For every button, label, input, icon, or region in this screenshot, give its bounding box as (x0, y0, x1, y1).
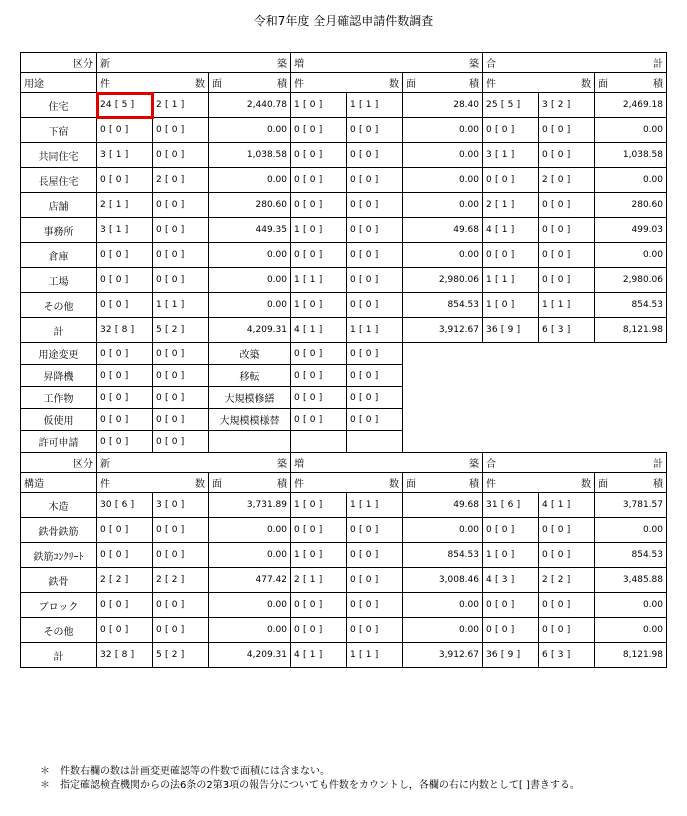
new-area: 0.00 (209, 118, 291, 143)
new-count-main: 32 [ 8 ] (97, 643, 153, 668)
total-area: 8,121.98 (595, 318, 667, 343)
row-label: 鉄骨鉄筋 (21, 518, 97, 543)
row-label: 事務所 (21, 218, 97, 243)
total-count-change: 0 [ 0 ] (539, 193, 595, 218)
total-count-change: 6 [ 3 ] (539, 318, 595, 343)
header-new-build-left: 新 (100, 59, 110, 70)
total-area: 499.03 (595, 218, 667, 243)
total-count-main: 1 [ 0 ] (483, 293, 539, 318)
ext-count-change: 0 [ 0 ] (347, 168, 403, 193)
highlighted-cell: 24 [ 5 ] (97, 93, 153, 118)
total-area: 854.53 (595, 293, 667, 318)
survey-table (20, 52, 667, 668)
count-main: 0 [ 0 ] (97, 365, 153, 387)
new-area: 1,038.58 (209, 143, 291, 168)
footnote-1: ＊ 件数右欄の数は計画変更確認等の件数で面積には含まない。 (40, 766, 330, 777)
count-main: 0 [ 0 ] (97, 387, 153, 409)
header-new-build (97, 53, 291, 73)
page-title: 令和7年度 全月確認申請件数調査 (253, 14, 434, 28)
count-main: 0 [ 0 ] (97, 431, 153, 453)
total-area: 8,121.98 (595, 643, 667, 668)
total-count-main: 4 [ 3 ] (483, 568, 539, 593)
header-count (291, 73, 403, 93)
ext-count-main: 0 [ 0 ] (291, 618, 347, 643)
row-label: 店舗 (21, 193, 97, 218)
header-total (483, 453, 667, 473)
total-count-change: 1 [ 1 ] (539, 293, 595, 318)
blank-area (403, 431, 667, 453)
ext-count-main: 2 [ 1 ] (291, 568, 347, 593)
table-row (21, 93, 667, 118)
table-row (21, 243, 667, 268)
ext-count-change: 0 [ 0 ] (347, 268, 403, 293)
header-count-left: 件 (100, 479, 110, 490)
header-count-right: 数 (581, 479, 591, 490)
new-count-main: 2 [ 2 ] (97, 568, 153, 593)
new-area: 0.00 (209, 593, 291, 618)
new-count-main: 2 [ 1 ] (97, 193, 153, 218)
ext-count-main: 1 [ 0 ] (291, 493, 347, 518)
header-area (595, 73, 667, 93)
ext-count-main: 0 [ 0 ] (291, 118, 347, 143)
new-count-change: 0 [ 0 ] (153, 543, 209, 568)
total-count-main: 1 [ 0 ] (483, 543, 539, 568)
new-area: 0.00 (209, 543, 291, 568)
new-count-change: 0 [ 0 ] (153, 518, 209, 543)
total-count-change: 0 [ 0 ] (539, 218, 595, 243)
table-row (21, 387, 667, 409)
new-count-change: 2 [ 1 ] (153, 93, 209, 118)
total-count-change: 4 [ 1 ] (539, 493, 595, 518)
ext-area: 2,980.06 (403, 268, 483, 293)
header-area (403, 73, 483, 93)
header-count (97, 73, 209, 93)
ext-count-main: 1 [ 0 ] (291, 93, 347, 118)
new-area: 0.00 (209, 243, 291, 268)
row-label: 鉄骨 (21, 568, 97, 593)
header-extension-right: 築 (469, 459, 479, 470)
work-count-change: 0 [ 0 ] (347, 365, 403, 387)
header-total-right: 計 (653, 59, 663, 70)
work-count-main (291, 431, 347, 453)
total-count-main: 4 [ 1 ] (483, 218, 539, 243)
header-extension-left: 増 (294, 59, 304, 70)
header-kubun: 区分 (21, 53, 97, 73)
work-count-change: 0 [ 0 ] (347, 409, 403, 431)
new-count-change: 0 [ 0 ] (153, 243, 209, 268)
new-count-change: 0 [ 0 ] (153, 593, 209, 618)
ext-area: 854.53 (403, 543, 483, 568)
count-change: 0 [ 0 ] (153, 409, 209, 431)
header-area-left: 面 (212, 79, 222, 90)
blank-area (403, 409, 667, 431)
header-count (291, 473, 403, 493)
row-label: 工作物 (21, 387, 97, 409)
header-area-right: 積 (653, 479, 663, 490)
ext-count-change: 1 [ 1 ] (347, 493, 403, 518)
work-count-main: 0 [ 0 ] (291, 343, 347, 365)
row-label: 倉庫 (21, 243, 97, 268)
total-count-main: 0 [ 0 ] (483, 518, 539, 543)
row-label: 計 (21, 318, 97, 343)
table-row (21, 118, 667, 143)
new-count-main: 0 [ 0 ] (97, 293, 153, 318)
total-area: 3,485.88 (595, 568, 667, 593)
new-count-change: 1 [ 1 ] (153, 293, 209, 318)
count-main: 0 [ 0 ] (97, 343, 153, 365)
header-count-left: 件 (486, 79, 496, 90)
count-change: 0 [ 0 ] (153, 365, 209, 387)
total-count-change: 2 [ 2 ] (539, 568, 595, 593)
work-count-change (347, 431, 403, 453)
work-type-label: 大規模模様替 (209, 409, 291, 431)
work-count-main: 0 [ 0 ] (291, 365, 347, 387)
table-row (21, 343, 667, 365)
header-area-left: 面 (598, 79, 608, 90)
header-count-right: 数 (195, 479, 205, 490)
ext-count-change: 1 [ 1 ] (347, 643, 403, 668)
header-new-build-left: 新 (100, 459, 110, 470)
new-count-main: 0 [ 0 ] (97, 168, 153, 193)
header-area-right: 積 (469, 479, 479, 490)
total-count-change: 0 [ 0 ] (539, 518, 595, 543)
header-count (97, 473, 209, 493)
count-change: 0 [ 0 ] (153, 431, 209, 453)
table-row (21, 643, 667, 668)
ext-count-main: 0 [ 0 ] (291, 593, 347, 618)
ext-area: 28.40 (403, 93, 483, 118)
total-count-change: 0 [ 0 ] (539, 618, 595, 643)
header-area-left: 面 (212, 479, 222, 490)
ext-count-change: 0 [ 0 ] (347, 143, 403, 168)
footnotes (40, 765, 580, 793)
header-new-build (97, 453, 291, 473)
ext-area: 0.00 (403, 143, 483, 168)
header-extension (291, 453, 483, 473)
ext-area: 0.00 (403, 168, 483, 193)
total-count-main: 0 [ 0 ] (483, 168, 539, 193)
header-extension (291, 53, 483, 73)
total-area: 0.00 (595, 593, 667, 618)
ext-count-change: 0 [ 0 ] (347, 193, 403, 218)
work-count-main: 0 [ 0 ] (291, 387, 347, 409)
row-label: 許可申請 (21, 431, 97, 453)
ext-count-change: 0 [ 0 ] (347, 618, 403, 643)
total-count-change: 0 [ 0 ] (539, 118, 595, 143)
total-count-main: 36 [ 9 ] (483, 318, 539, 343)
table-row (21, 193, 667, 218)
header-area (403, 473, 483, 493)
header-total (483, 53, 667, 73)
row-label: 計 (21, 643, 97, 668)
header-total-right: 計 (653, 459, 663, 470)
total-count-main: 0 [ 0 ] (483, 618, 539, 643)
ext-count-change: 0 [ 0 ] (347, 243, 403, 268)
count-main: 0 [ 0 ] (97, 409, 153, 431)
new-count-change: 0 [ 0 ] (153, 218, 209, 243)
ext-count-main: 0 [ 0 ] (291, 168, 347, 193)
total-area: 0.00 (595, 118, 667, 143)
header-extension-left: 増 (294, 459, 304, 470)
table-row (21, 268, 667, 293)
header-youto: 用途 (21, 73, 97, 93)
row-label: 鉄筋ｺﾝｸﾘｰﾄ (21, 543, 97, 568)
header-count-right: 数 (195, 79, 205, 90)
new-count-main: 30 [ 6 ] (97, 493, 153, 518)
table-row (21, 293, 667, 318)
new-count-main: 0 [ 0 ] (97, 518, 153, 543)
total-count-main: 0 [ 0 ] (483, 593, 539, 618)
new-count-main: 0 [ 0 ] (97, 118, 153, 143)
header-area-left: 面 (598, 479, 608, 490)
new-area: 2,440.78 (209, 93, 291, 118)
total-count-change: 0 [ 0 ] (539, 593, 595, 618)
table-row (21, 593, 667, 618)
new-area: 4,209.31 (209, 318, 291, 343)
header-area-right: 積 (277, 79, 287, 90)
ext-count-main: 1 [ 0 ] (291, 543, 347, 568)
header-area-left: 面 (406, 479, 416, 490)
table-row (21, 218, 667, 243)
blank-area (403, 365, 667, 387)
work-count-change: 0 [ 0 ] (347, 387, 403, 409)
ext-count-main: 1 [ 0 ] (291, 293, 347, 318)
ext-count-main: 1 [ 0 ] (291, 218, 347, 243)
table-row (21, 143, 667, 168)
ext-area: 3,912.67 (403, 643, 483, 668)
new-count-main: 0 [ 0 ] (97, 268, 153, 293)
total-area: 0.00 (595, 243, 667, 268)
total-area: 854.53 (595, 543, 667, 568)
row-label: 用途変更 (21, 343, 97, 365)
blank-area (403, 343, 667, 365)
new-count-change: 2 [ 2 ] (153, 568, 209, 593)
total-area: 0.00 (595, 518, 667, 543)
work-type-label: 移転 (209, 365, 291, 387)
header-count-right: 数 (389, 79, 399, 90)
new-count-change: 0 [ 0 ] (153, 618, 209, 643)
header-count (483, 473, 595, 493)
total-count-main: 31 [ 6 ] (483, 493, 539, 518)
table-row (21, 318, 667, 343)
ext-area: 49.68 (403, 218, 483, 243)
work-type-label: 大規模修繕 (209, 387, 291, 409)
header-count-right: 数 (389, 479, 399, 490)
new-area: 3,731.89 (209, 493, 291, 518)
ext-count-change: 1 [ 1 ] (347, 93, 403, 118)
new-count-main: 0 [ 0 ] (97, 543, 153, 568)
header-new-build-right: 築 (277, 459, 287, 470)
new-count-change: 0 [ 0 ] (153, 118, 209, 143)
new-area: 0.00 (209, 293, 291, 318)
row-label: 住宅 (21, 93, 97, 118)
new-count-change: 0 [ 0 ] (153, 268, 209, 293)
row-label: 昇降機 (21, 365, 97, 387)
ext-count-main: 0 [ 0 ] (291, 143, 347, 168)
footnote-2: ＊ 指定確認検査機関からの法6条の2第3項の報告分についても件数をカウントし，各欄の右に内数として[ ]書きする。 (40, 780, 580, 791)
table-row (21, 518, 667, 543)
ext-area: 0.00 (403, 243, 483, 268)
table-row (21, 568, 667, 593)
count-change: 0 [ 0 ] (153, 343, 209, 365)
total-count-main: 3 [ 1 ] (483, 143, 539, 168)
header-count-left: 件 (100, 79, 110, 90)
header-area-right: 積 (469, 79, 479, 90)
total-count-main: 0 [ 0 ] (483, 243, 539, 268)
header-kouzou: 構造 (21, 473, 97, 493)
header-total-left: 合 (486, 459, 496, 470)
new-count-main: 0 [ 0 ] (97, 243, 153, 268)
header-total-left: 合 (486, 59, 496, 70)
ext-count-main: 0 [ 0 ] (291, 518, 347, 543)
total-count-main: 1 [ 1 ] (483, 268, 539, 293)
new-area: 0.00 (209, 168, 291, 193)
new-count-main: 0 [ 0 ] (97, 593, 153, 618)
ext-count-main: 1 [ 1 ] (291, 268, 347, 293)
new-count-main: 3 [ 1 ] (97, 218, 153, 243)
total-area: 280.60 (595, 193, 667, 218)
header-extension-right: 築 (469, 59, 479, 70)
table-row (21, 409, 667, 431)
work-type-label (209, 431, 291, 453)
ext-count-change: 1 [ 1 ] (347, 318, 403, 343)
header-area-left: 面 (406, 79, 416, 90)
new-area: 4,209.31 (209, 643, 291, 668)
header-count-right: 数 (581, 79, 591, 90)
header-count-left: 件 (294, 79, 304, 90)
header-area (209, 473, 291, 493)
total-count-main: 25 [ 5 ] (483, 93, 539, 118)
total-count-change: 0 [ 0 ] (539, 143, 595, 168)
total-area: 2,980.06 (595, 268, 667, 293)
ext-area: 3,008.46 (403, 568, 483, 593)
row-label: その他 (21, 293, 97, 318)
total-count-change: 0 [ 0 ] (539, 243, 595, 268)
total-area: 0.00 (595, 168, 667, 193)
row-label: その他 (21, 618, 97, 643)
header-area-right: 積 (653, 79, 663, 90)
ext-count-main: 4 [ 1 ] (291, 643, 347, 668)
header-area (595, 473, 667, 493)
new-count-change: 0 [ 0 ] (153, 193, 209, 218)
header-area-right: 積 (277, 479, 287, 490)
total-area: 0.00 (595, 618, 667, 643)
row-label: ブロック (21, 593, 97, 618)
ext-area: 49.68 (403, 493, 483, 518)
header-area (209, 73, 291, 93)
row-label: 下宿 (21, 118, 97, 143)
ext-count-change: 0 [ 0 ] (347, 518, 403, 543)
new-count-change: 3 [ 0 ] (153, 493, 209, 518)
table-row (21, 543, 667, 568)
table-row (21, 431, 667, 453)
new-count-change: 0 [ 0 ] (153, 143, 209, 168)
ext-area: 0.00 (403, 118, 483, 143)
total-count-main: 2 [ 1 ] (483, 193, 539, 218)
total-area: 2,469.18 (595, 93, 667, 118)
table-row (21, 365, 667, 387)
work-type-label: 改築 (209, 343, 291, 365)
total-count-main: 0 [ 0 ] (483, 118, 539, 143)
ext-area: 0.00 (403, 593, 483, 618)
blank-area (403, 387, 667, 409)
new-count-change: 2 [ 0 ] (153, 168, 209, 193)
row-label: 長屋住宅 (21, 168, 97, 193)
new-area: 0.00 (209, 268, 291, 293)
ext-count-change: 0 [ 0 ] (347, 293, 403, 318)
table-row (21, 618, 667, 643)
total-count-change: 0 [ 0 ] (539, 268, 595, 293)
header-kubun: 区分 (21, 453, 97, 473)
new-area: 449.35 (209, 218, 291, 243)
ext-count-main: 0 [ 0 ] (291, 193, 347, 218)
ext-count-change: 0 [ 0 ] (347, 593, 403, 618)
new-area: 0.00 (209, 518, 291, 543)
ext-count-change: 0 [ 0 ] (347, 218, 403, 243)
header-count (483, 73, 595, 93)
ext-area: 0.00 (403, 618, 483, 643)
ext-area: 3,912.67 (403, 318, 483, 343)
ext-count-main: 4 [ 1 ] (291, 318, 347, 343)
ext-count-main: 0 [ 0 ] (291, 243, 347, 268)
header-count-left: 件 (294, 479, 304, 490)
table-row (21, 493, 667, 518)
new-count-change: 5 [ 2 ] (153, 643, 209, 668)
work-count-main: 0 [ 0 ] (291, 409, 347, 431)
ext-count-change: 0 [ 0 ] (347, 568, 403, 593)
total-count-change: 6 [ 3 ] (539, 643, 595, 668)
total-count-change: 3 [ 2 ] (539, 93, 595, 118)
header-new-build-right: 築 (277, 59, 287, 70)
work-count-change: 0 [ 0 ] (347, 343, 403, 365)
ext-count-change: 0 [ 0 ] (347, 118, 403, 143)
ext-area: 0.00 (403, 518, 483, 543)
new-area: 0.00 (209, 618, 291, 643)
new-count-main: 32 [ 8 ] (97, 318, 153, 343)
row-label: 仮使用 (21, 409, 97, 431)
table-row (21, 168, 667, 193)
header-count-left: 件 (486, 479, 496, 490)
new-area: 280.60 (209, 193, 291, 218)
total-area: 1,038.58 (595, 143, 667, 168)
ext-area: 0.00 (403, 193, 483, 218)
total-count-change: 2 [ 0 ] (539, 168, 595, 193)
row-label: 木造 (21, 493, 97, 518)
total-area: 3,781.57 (595, 493, 667, 518)
new-count-main: 3 [ 1 ] (97, 143, 153, 168)
total-count-main: 36 [ 9 ] (483, 643, 539, 668)
ext-count-change: 0 [ 0 ] (347, 543, 403, 568)
new-count-change: 5 [ 2 ] (153, 318, 209, 343)
row-label: 共同住宅 (21, 143, 97, 168)
count-change: 0 [ 0 ] (153, 387, 209, 409)
total-count-change: 0 [ 0 ] (539, 543, 595, 568)
row-label: 工場 (21, 268, 97, 293)
new-area: 477.42 (209, 568, 291, 593)
ext-area: 854.53 (403, 293, 483, 318)
new-count-main: 0 [ 0 ] (97, 618, 153, 643)
